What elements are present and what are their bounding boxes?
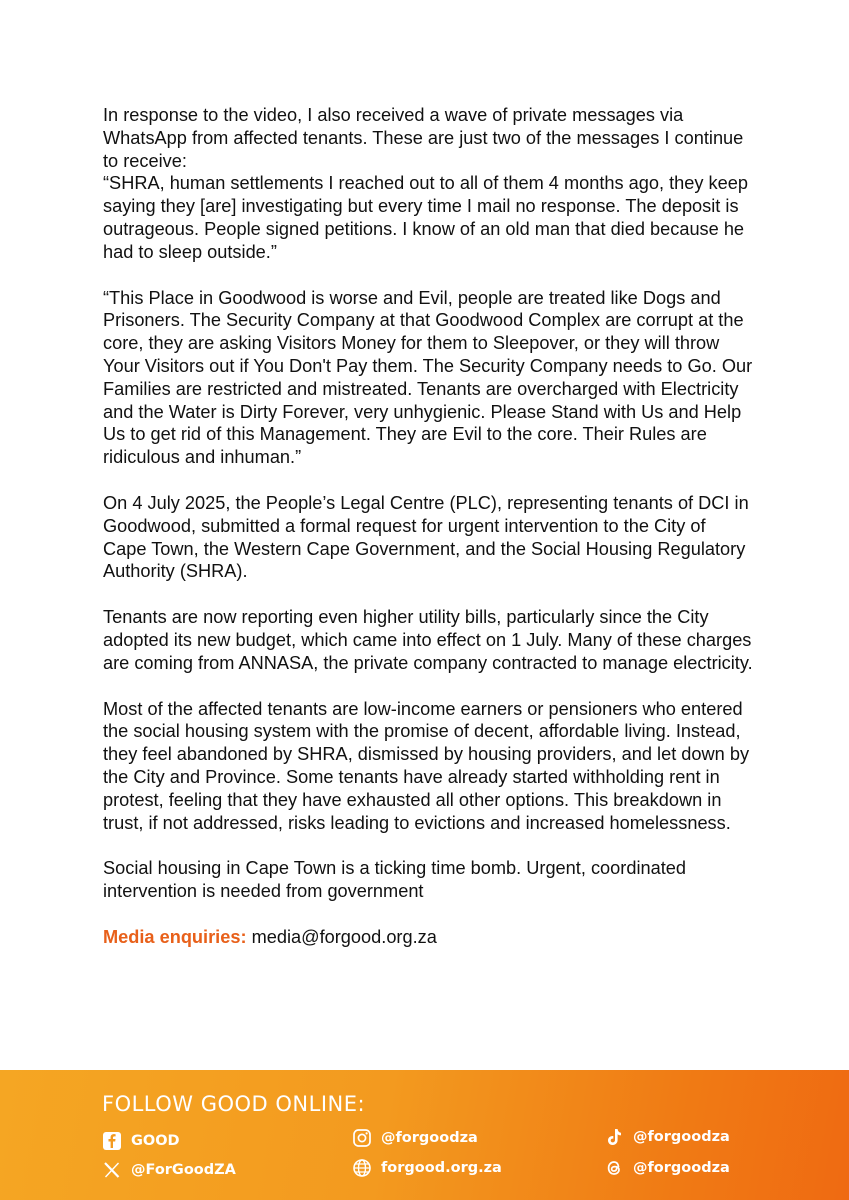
body-paragraph-2: On 4 July 2025, the People’s Legal Centre (PLC), representing tenants of DCI in Goodwood, submitted a formal request for urgent intervention to the City of Cape Town, the Western Cape Government, and the Social Housing Regulatory Authority (SHRA). <box>103 492 749 582</box>
tiktok-link[interactable] <box>604 1127 730 1147</box>
facebook-link[interactable] <box>102 1131 180 1151</box>
body-paragraph-4: Most of the affected tenants are low-income earners or pensioners who entered the social housing system with the promise of decent, affordable living. Instead, they feel abandoned by SHRA, dismissed by housing providers, and let down by the City and Province. Some tenants have already started withholding rent in protest, feeling that they have exhausted all other options. This breakdown in trust, if not addressed, risks leading to evictions and increased homelessness. <box>103 698 750 833</box>
quote-paragraph-2: “This Place in Goodwood is worse and Evil, people are treated like Dogs and Prisoners. The Security Company at that Goodwood Complex are corrupt at the core, they are asking Visitors Money for them to Sleepover, or they will throw Your Visitors out if You Don't Pay them. The Security Company needs to Go. Our Families are restricted and mistreated. Tenants are overcharged with Electricity and the Water is Dirty Forever, very unhygienic. Please Stand with Us and Help Us to get rid of this Management. They are Evil to the core. Their Rules are ridiculous and inhuman.” <box>103 287 753 468</box>
footer-banner <box>0 1070 849 1200</box>
paragraph-gap <box>103 834 753 857</box>
threads-link[interactable] <box>604 1158 730 1178</box>
follow-title: FOLLOW GOOD ONLINE: <box>102 1092 366 1116</box>
media-enquiries <box>103 926 753 949</box>
tiktok-icon <box>604 1127 624 1147</box>
facebook-handle: GOOD <box>131 1133 180 1149</box>
body-paragraph-5: Social housing in Cape Town is a ticking time bomb. Urgent, coordinated intervention is needed from government <box>103 858 686 902</box>
threads-icon <box>604 1158 624 1178</box>
press-release-body <box>103 104 753 949</box>
paragraph-gap <box>103 469 753 492</box>
paragraph-gap <box>103 264 753 287</box>
tiktok-handle: @forgoodza <box>633 1129 730 1145</box>
globe-icon <box>352 1158 372 1178</box>
media-enquiries-label: Media enquiries: <box>103 926 247 947</box>
body-paragraph-3: Tenants are now reporting even higher utility bills, particularly since the City adopted its new budget, which came into effect on 1 July. Many of these charges are coming from ANNASA, the private company contracted to manage electricity. <box>103 607 753 673</box>
website-url: forgood.org.za <box>381 1160 502 1176</box>
website-link[interactable] <box>352 1158 502 1178</box>
threads-handle: @forgoodza <box>633 1160 730 1176</box>
x-icon <box>102 1160 122 1180</box>
instagram-icon <box>352 1128 372 1148</box>
paragraph-gap <box>103 903 753 926</box>
paragraph-gap <box>103 675 753 698</box>
paragraph-gap <box>103 583 753 606</box>
facebook-icon <box>102 1131 122 1151</box>
x-link[interactable] <box>102 1160 236 1180</box>
x-handle: @ForGoodZA <box>131 1162 236 1178</box>
quote-paragraph-1: “SHRA, human settlements I reached out to all of them 4 months ago, they keep saying they [are] investigating but every time I mail no response. The deposit is outrageous. People signed petitions. I know of an old man that died because he had to sleep outside.” <box>103 173 748 262</box>
media-email-link[interactable]: media@forgood.org.za <box>251 926 437 947</box>
instagram-handle: @forgoodza <box>381 1130 478 1146</box>
body-paragraph-1: In response to the video, I also received a wave of private messages via WhatsApp from affected tenants. These are just two of the messages I continue to receive: <box>103 105 744 171</box>
instagram-link[interactable] <box>352 1128 478 1148</box>
